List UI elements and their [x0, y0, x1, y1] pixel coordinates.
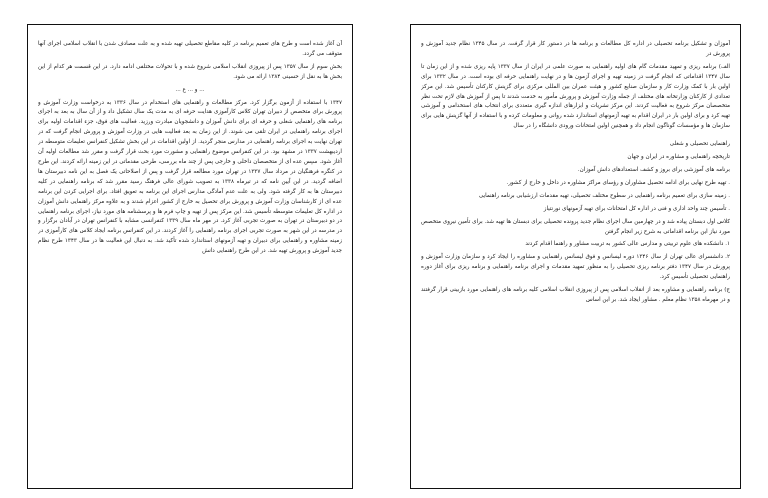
right-paragraph-6: . تهیه طرح نهایی برای ادامه تحصیل مشاوران و رؤسای مراکز مشاوره در داخل و خارج از کشور. [506, 179, 730, 186]
right-heading-history: تاریخچه راهنمایی و مشاوره در ایران و جهان [627, 154, 730, 161]
right-paragraph-8: . تأسیس چند واحد اداری و فنی در اداره کل امتحانات برای تهیه آزمونهای نورنتیاز [543, 205, 730, 212]
left-page-text [38, 40, 342, 480]
left-document-page [27, 24, 353, 489]
right-paragraph-10: ۱. دانشکده های علوم تربیتی و مدارس عالی کشور به تربیت مشاور و راهنما اقدام کردند [525, 241, 730, 248]
right-paragraph-12: ج) برنامه راهنمایی و مشاوره بعد از انقلاب اسلامی پس از پیروزی انقلاب اسلامی کلیه برنامه های راهنمایی مورد بازبینی قرار گرفتند و در مهرماه ۱۳۵۸ نظام معلم . مشاور ایجاد شد. بر این اساس [421, 287, 730, 303]
right-heading-guidance: راهنمایی تحصیلی و شغلی [669, 141, 730, 148]
right-paragraph-5: برنامه های آموزشی برای بروز و کشف استعدادهای دانش آموزان. [577, 166, 730, 173]
right-paragraph-1: آموزان و تشکیل برنامه تحصیلی در اداره کل مطالعات و برنامه ها در دستور کار قرار گرفت. در سال ۱۳۴۵ نظام جدید آموزش و پرورش در [421, 41, 730, 57]
left-paragraph-2: بخش سوم از سال ۱۳۵۷ پس از پیروزی انقلاب اسلامی شروع شده و با تحولات مختلفی ادامه دارد. در این قسمت هر کدام از این بخش ها به نقل از حسینی ۱۳۸۴ ارائه می شود. [38, 63, 342, 80]
right-document-page [410, 24, 741, 489]
right-page-text [421, 40, 730, 480]
left-paragraph-3: ... و ... ع ... [175, 86, 205, 93]
left-paragraph-1: آن آغاز شده است و طرح های تعمیم برنامه در کلیه مقاطع تحصیلی تهیه شده و به علت مصادف شدن با انقلاب اسلامی اجرای آنها متوقف می گردد. [38, 41, 342, 57]
right-paragraph-11: ۲. دانشسرای عالی تهران از سال ۱۳۴۶ دوره لیسانس و فوق لیسانس راهنمایی و مشاوره را ایجاد کرد و سازمان وزارت آموزش و پرورش در سال ۱۳۴۷ دفتر برنامه ریزی تحصیلی را به منظور تمهید مقدمات و اجرای برنامه راهنمایی و برنامه ریزی برای آغاز دوره راهنمایی تحصیلی تأسیس کرد. [421, 254, 730, 281]
right-paragraph-2: الف) برنامه ریزی و تمهید مقدمات گام های اولیه راهنمایی به صورت علمی در ایران از سال ۱۳۳۷ پایه ریزی شده و از این زمان تا سال ۱۳۴۷ اقداماتی که انجام گرفت در زمینه تهیه و اجرای آزمون ها و در نهایت راهنمایی حرفه ای بوده است. در سال ۱۳۳۲ برای اولین بار با کمک وزارت کار و سازمان صنایع کشور و هیئت عمران بین المللی مرکزی برای گزینش کارکنان تأسیس شد. این مرکز تعدادی از کارکنان وزارتخانه های مختلف از جمله وزارت آموزش و پرورش مأمور به خدمت شدند تا پس از آموزش های لازم تحت نظر متخصصان مرکز شروع به فعالیت کردند. این مرکز نشریات و ابزارهای اندازه گیری متعددی برای انتخاب های استخدامی و آموزشی تهیه کرد و برای اولین بار در ایران اقدام به تهیه آزمونهای استاندارد شده روانی و معلومات کرده و با استفاده از آنها گزینش هایی برای سازمان ها و مؤسسات گوناگون انجام داد و همچنین اولین امتحانات ورودی دانشگاه را در سال [421, 63, 730, 130]
right-paragraph-9: کلاس اول دبستان پیاده شد و در چهارمین سال اجرای نظام جدید پرونده تحصیلی برای دبستان ها تهیه شد. برای تأمین نیروی متخصص مورد نیاز این برنامه اقداماتی به شرح زیر انجام گرفتن [421, 218, 730, 235]
left-paragraph-4: ۱۳۴۷ با استفاده از آزمون برگزار کرد. مرکز مطالعات و راهنمایی های استخدام در سال ۱۳۳۶ به درخواست وزارت آموزش و پرورش برای متخصص از دبیران تهران کلاس کارآموزی هدایت حرفه ای به مدت یک سال تشکیل داد و از آن سال به بعد به اجرای برنامه های راهنمایی شغلی و حرفه ای برای دانش آموزان و دانشجویان مبادرت ورزید. فعالیت های فوق، جزء اقدامات اولیه برای اجرای برنامه راهنمایی در ایران تلقی می شوند. از این زمان به بعد فعالیت هایی در وزارت آموزش و پرورش انجام گرفت که در تهران نهایت به اجرای برنامه راهنمایی در مدارس منجر گردید. از اولین اقدامات در این بخش تشکیل کنفرانس تعلیمات متوسطه در اردیبهشت ۱۳۳۷ در مشهد بود. در این کنفرانس موضوع راهنمایی و مشورت مورد بحث قرار گرفت و مقرر شد مطالعات اولیه آن آغاز شود. سپس عده ای از متخصصان داخلی و خارجی پس از چند ماه بررسی، طرحی مقدماتی در این زمینه ارائه کردند. این طرح در کنگره فرهنگیان در مرداد سال ۱۳۳۷ در تهران مورد مطالعه قرار گرفت و پس از اصلاحاتی یک فصل به این نامه دبیرستان ها اضافه گردید. در این آیین نامه که در تیرماه ۱۳۳۸ به تصویب شورای عالی فرهنگ رسید مقرر شد که برنامه راهنمایی در کلیه دبیرستان ها به کار گرفته شود. ولی به علت عدم آمادگی مدارس اجرای این برنامه به تعویق افتاد. برای اجرایی کردن این برنامه عده ای از کارشناسان وزارت آموزش و پرورش برای تحصیل به خارج از کشور اعزام شدند و به علاوه مرکز راهنمایی دانش آموزان در اداره کل تعلیمات متوسطه تأسیس شد. این مرکز پس از تهیه و چاپ فرم ها و پرسشنامه های مورد نیاز، اجرای برنامه راهنمایی در دو دبیرستان در تهران به صورت تجربی آغاز کرد. در مهر ماه سال ۱۳۳۹ کنفرانسی مشابه با کنفرانس تهران در آبادان برگزار و در مدرسه در این شهر به صورت تجربی اجرای برنامه راهنمایی را آغاز کردند. در این کنفرانس برنامه ایجاد کلاس های کارآموزی در زمینه مشاوره و راهنمایی برای دبیران و تهیه آزمونهای استاندارد شده تأکید شد. به دنبال این فعالیت ها در سال ۱۳۴۳ طرح نظام جدید آموزش و پرورش تهیه شد. در این طرح راهنمایی دانش [38, 99, 342, 255]
right-paragraph-7: . زمینه سازی برای تعمیم برنامه راهنمایی در سطوح مختلف تحصیلی، تهیه مقدمات ارزشیابی برنامه راهنمایی [478, 192, 730, 199]
